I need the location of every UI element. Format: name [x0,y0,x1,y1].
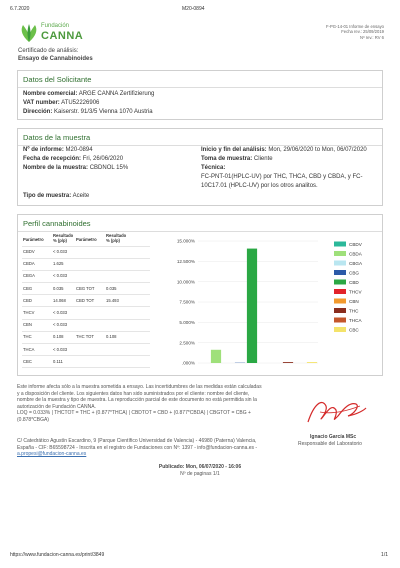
table-cell-result: 0.111 [53,358,63,364]
tipo-muestra-field: Tipo de muestra: Aceite [23,193,90,199]
table-row-divider [22,331,150,332]
print-title: M20-0894 [182,6,205,12]
table-row-divider [22,270,150,271]
published-date: Publicado: Mon, 06/07/2020 - 16:06 [158,464,242,470]
legend-swatch [334,299,346,304]
col-header: Parámetro [76,237,97,242]
table-cell-param: THC TOT [76,334,94,340]
legend-label: THC [349,308,359,314]
table-cell-param: CBDA [23,261,35,267]
table-cell-result: < 0.033 [53,346,68,352]
table-cell-param: CBGA [23,273,35,279]
bar-cbda [211,350,221,363]
muestra-field: Fecha de recepción: Fri, 26/06/2020 [23,156,124,162]
legend-label: CBDA [349,251,362,257]
legend-label: CBC [349,327,359,333]
tecnica-line: FC-PNT-01(HPLC-UV) por THC, THCA, CBD y CBDA, y FC- [201,174,363,180]
legend-swatch [334,289,346,294]
table-row-divider [22,367,150,368]
y-tick-label: 7.500% [179,299,195,305]
legend-swatch [334,242,346,247]
table-divider [22,246,150,247]
print-date: 6.7.2020 [10,6,30,12]
legend-swatch [334,261,346,266]
logo-line1: Fundación [41,23,70,29]
table-cell-param: CBD [23,297,32,303]
table-cell-param: CBG [23,285,33,291]
perfil-divider [18,231,382,232]
print-url: https://www.fundacion-canna.es/print/3849 [10,552,105,558]
note-line: y a disposición del cliente. Los siguientes datos han sido suministrados por el cliente: nombre del cliente, [17,390,250,397]
table-cell-param: CBC [23,358,32,364]
doc-code: F-PG-14-01 Informe de ensayo [326,24,384,29]
table-row-divider [22,343,150,344]
footer-line: España - CIF: B65598724 - Inscrita en el registro de Fundaciones con Nº: 1397 - info@fundacion-canna.es - [17,444,258,451]
y-tick-label: 12.500% [176,258,195,264]
col-header: Resultado % (p/p) [106,233,127,244]
heading-line2: Ensayo de Cannabinoides [18,55,93,62]
signatory-name: Ignacio García MSc [310,434,357,440]
y-tick-label: 10.000% [176,279,195,285]
col-header: Parámetro [23,237,44,242]
muestra-field: Nº de informe: M20-0894 [23,147,93,153]
muestra-field: Nombre de la muestra: CBDNOL 15% [23,165,129,171]
y-tick-label: 15.000% [176,238,195,244]
note-line: autorización de Fundación CANNA. [17,403,96,410]
doc-rev: Nº rev.: RV 6 [360,34,384,40]
table-cell-result: 0.108 [106,334,117,340]
note-line: (0.878*CBGA) [17,416,49,423]
table-cell-result: < 0.033 [53,249,68,254]
tecnica-line: 10C17.01 (HPLC-UV) por los otros analitos. [201,183,318,189]
muestra-box [17,128,383,206]
table-cell-param: CBD TOT [76,297,95,303]
bar-cbd [247,249,257,363]
y-tick-label: 2.500% [179,340,195,346]
page-heading [18,48,93,64]
muestra-field: Toma de muestra: Cliente [201,156,273,162]
note-line: Este informe afecta sólo a la muestra sometida a ensayo. Las incertidumbres de las medidas están calculadas [17,384,262,390]
print-page: 1/1 [381,552,388,558]
y-tick-label: 5.000% [179,319,195,325]
col-header: Resultado % (p/p) [53,233,74,244]
bar-thc [283,362,293,363]
table-row-divider [22,294,150,295]
table-cell-result: 14.068 [53,297,66,303]
legend-label: CBG [349,270,359,276]
legend-label: CBDV [349,242,362,247]
bar-cbc [307,362,317,363]
solicitante-field: Dirección: Kaiserstr. 91/3/5 Vienna 1070 Austria [23,109,153,115]
notes [17,384,277,423]
cannabinoid-bar-chart [158,233,378,373]
legend-swatch [334,270,346,275]
table-cell-param: THC [23,334,32,340]
table-cell-param: THCA [23,346,35,352]
table-cell-result: < 0.033 [53,322,68,328]
signatory-role: Responsable del Laboratorio [298,441,362,447]
solicitante-field: VAT number: ATU52226906 [23,100,100,106]
legend-swatch [334,318,346,323]
table-cell-result: < 0.033 [53,310,68,315]
table-cell-param: CBDV [23,249,35,254]
table-cell-param: CBG TOT [76,285,95,291]
table-row-divider [22,355,150,356]
solicitante-field: Nombre comercial: ARGE CANNA Zertifizierung [23,91,155,97]
legend-label: CBN [349,299,359,304]
y-tick-label: .000% [181,360,195,366]
muestra-divider [18,145,382,146]
legend-swatch [334,308,346,313]
table-cell-param: CBN [23,322,32,328]
legend-swatch [334,327,346,332]
leaf-icon [18,22,40,44]
logo-line2: CANNA [41,30,84,42]
table-cell-result: 15.493 [106,297,119,303]
muestra-field: Inicio y fin del análisis: Mon, 29/06/2020 to Mon, 06/07/2020 [201,147,367,153]
fundacion-canna-logo [18,20,84,46]
signature-image [300,392,370,432]
page-count: Nº de paginas 1/1 [180,471,220,477]
doc-meta [326,24,384,40]
table-cell-param: THCV [23,310,35,315]
solicitante-divider [18,87,382,88]
table-cell-result: 0.035 [53,285,64,291]
legend-swatch [334,280,346,285]
table-cell-result: 0.108 [53,334,64,340]
doc-rev-date: Fecha rev.: 25/09/2019 [341,29,384,35]
perfil-title: Perfil cannabinoides [23,219,91,228]
note-line: nombre de la muestra y tipo de muestra. La reproducción parcial de este documento no está permitida sin la [17,397,257,403]
muestra-title: Datos de la muestra [23,133,91,142]
solicitante-title: Datos del Solicitante [23,75,92,84]
perfil-box [17,214,383,376]
legend-label: CBD [349,280,359,285]
legend-label: THCV [349,289,362,295]
table-row-divider [22,319,150,320]
legend-label: CBGA [349,261,363,266]
tecnica-field: Técnica: [201,165,226,171]
note-line: LOQ = 0.033% | THCTOT = THC + (0.877*THCA) | CBDTOT = CBD + (0.877*CBDA) | CBGTOT = CBG + [17,410,251,416]
table-cell-result: < 0.033 [53,273,68,279]
footer-address [17,438,297,458]
footer-line: C/ Catedrático Agustín Escardino, 9 (Parque Científico Universidad de Valencia) - 46980 (Paterna) Valencia, [17,438,257,444]
table-cell-result: 1.625 [53,261,64,267]
legend-label: THCA [349,318,362,323]
solicitante-box [17,70,383,120]
table-row-divider [22,306,150,307]
table-row-divider [22,282,150,283]
results-table [18,233,158,373]
footer-email-link[interactable]: a.propesi@fundacion-canna.es [17,451,87,457]
table-cell-result: 0.035 [106,285,117,291]
legend-swatch [334,251,346,256]
table-row-divider [22,258,150,259]
heading-line1: Certificado de análisis: [18,48,79,54]
